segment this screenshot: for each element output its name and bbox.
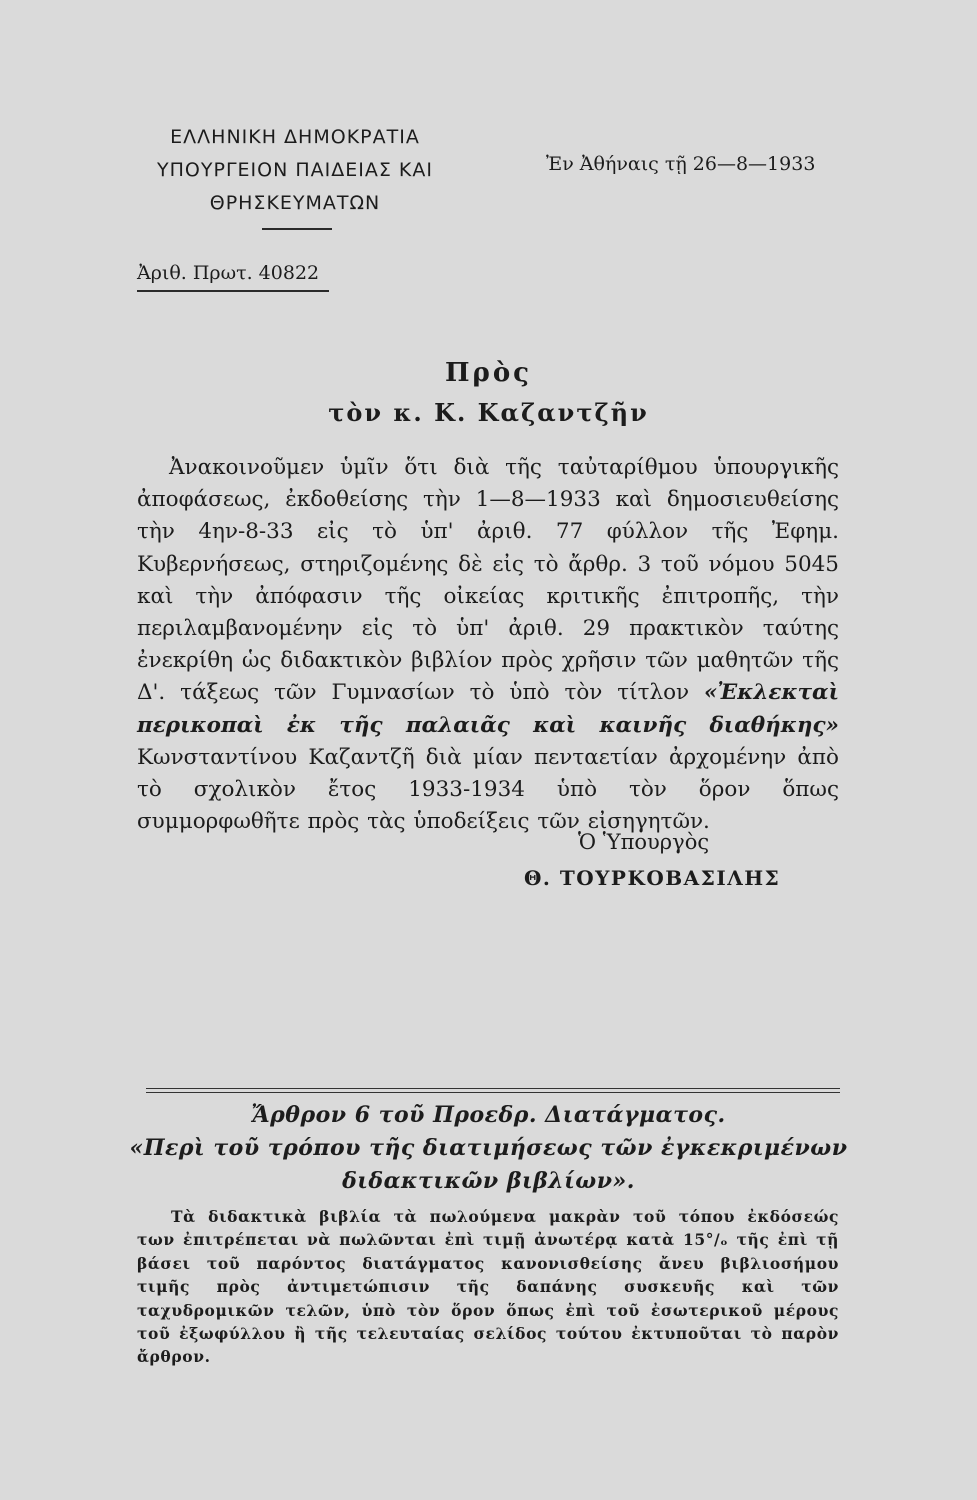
to-heading: Πρὸς bbox=[444, 358, 533, 388]
double-divider bbox=[146, 1088, 840, 1093]
signer-title: Ὁ Ὑπουργὸς bbox=[578, 830, 710, 854]
place-date: Ἐν Ἀθήναις τῇ 26—8—1933 bbox=[546, 153, 816, 175]
ministry-line-1: ΕΛΛΗΝΙΚΗ ΔΗΜΟΚΡΑΤΙΑ bbox=[170, 126, 420, 148]
body-part-2: Κωνσταντίνου Καζαντζῆ διὰ μίαν πενταετίαν ἀρχομένην ἀπὸ τὸ σχολικὸν ἔτος 1933-1934 ὑπὸ τὸν ὅρον ὅπως συμμορφωθῆτε πρὸς τὰς ὑποδείξεις τῶν εἰσηγητῶν. bbox=[137, 744, 839, 835]
article-heading: Ἄρθρον 6 τοῦ Προεδρ. Διατάγματος. bbox=[251, 1102, 726, 1128]
addressee-name: τὸν κ. Κ. Καζαντζῆν bbox=[328, 398, 649, 427]
body-part-1: Ἀνακοινοῦμεν ὑμῖν ὅτι διὰ τῆς ταὐταρίθμου ὑπουργικῆς ἀποφάσεως, ἐκδοθείσης τὴν 1—8—1933 καὶ δημοσιευθείσης τὴν 4ην-8-33 εἰς τὸ ὑπ' ἀριθ. 77 φύλλον τῆς Ἐφημ. Κυβερνήσεως, στηριζομένης δὲ εἰς τὸ ἄρθρ. 3 τοῦ νόμου 5045 καὶ τὴν ἀπόφασιν τῆς οἰκείας κριτικῆς ἐπιτροπῆς, τὴν περιλαμβανομένην εἰς τὸ ὑπ' ἀριθ. 29 πρακτικὸν ταύτης ἐνεκρίθη ὡς διδακτικὸν βιβλίον πρὸς χρῆσιν τῶν μαθητῶν τῆς Δ'. τάξεως τῶν Γυμνασίων τὸ ὑπὸ τὸν τίτλον bbox=[137, 455, 839, 706]
ministry-line-3: ΘΡΗΣΚΕΥΜΑΤΩΝ bbox=[209, 192, 381, 214]
article-text: Τὰ διδακτικὰ βιβλία τὰ πωλούμενα μακρὰν τοῦ τόπου ἐκδόσεώς των ἐπιτρέπεται νὰ πωλῶνται ἐπὶ τιμῇ ἀνωτέρᾳ κατὰ 15°/ₒ τῆς ἐπὶ τῇ βάσει τοῦ παρόντος διατάγματος κανονισθείσης ἄνευ βιβλιοσήμου τιμῆς πρὸς ἀντιμετώπισιν τῆς δαπάνης συσκευῆς καὶ τῶν ταχυδρομικῶν τελῶν, ὑπὸ τὸν ὅρον ὅπως ἐπὶ τοῦ ἐσωτερικοῦ μέρους τοῦ ἐξωφύλλου ἢ τῆς τελευταίας σελίδος τούτου ἐκτυποῦται τὸ παρὸν ἄρθρον. bbox=[137, 1207, 839, 1367]
protocol-number: Ἀριθ. Πρωτ. 40822 bbox=[137, 262, 320, 284]
signer-name: Θ. ΤΟΥΡΚΟΒΑΣΙΛΗΣ bbox=[524, 866, 781, 890]
article-subheading-1: «Περὶ τοῦ τρόπου τῆς διατιμήσεως τῶν ἐγκεκριμένων bbox=[129, 1135, 848, 1161]
header-rule bbox=[262, 228, 332, 230]
protocol-underline bbox=[137, 290, 329, 292]
letter-body bbox=[137, 452, 839, 838]
ministry-line-2: ΥΠΟΥΡΓΕΙΟΝ ΠΑΙΔΕΙΑΣ ΚΑΙ bbox=[157, 159, 433, 181]
article-subheading-2: διδακτικῶν βιβλίων». bbox=[342, 1168, 635, 1194]
book-title: «Ἐκλεκταὶ περικοπαὶ ἐκ τῆς παλαιᾶς καὶ καινῆς διαθήκης» bbox=[137, 680, 839, 738]
